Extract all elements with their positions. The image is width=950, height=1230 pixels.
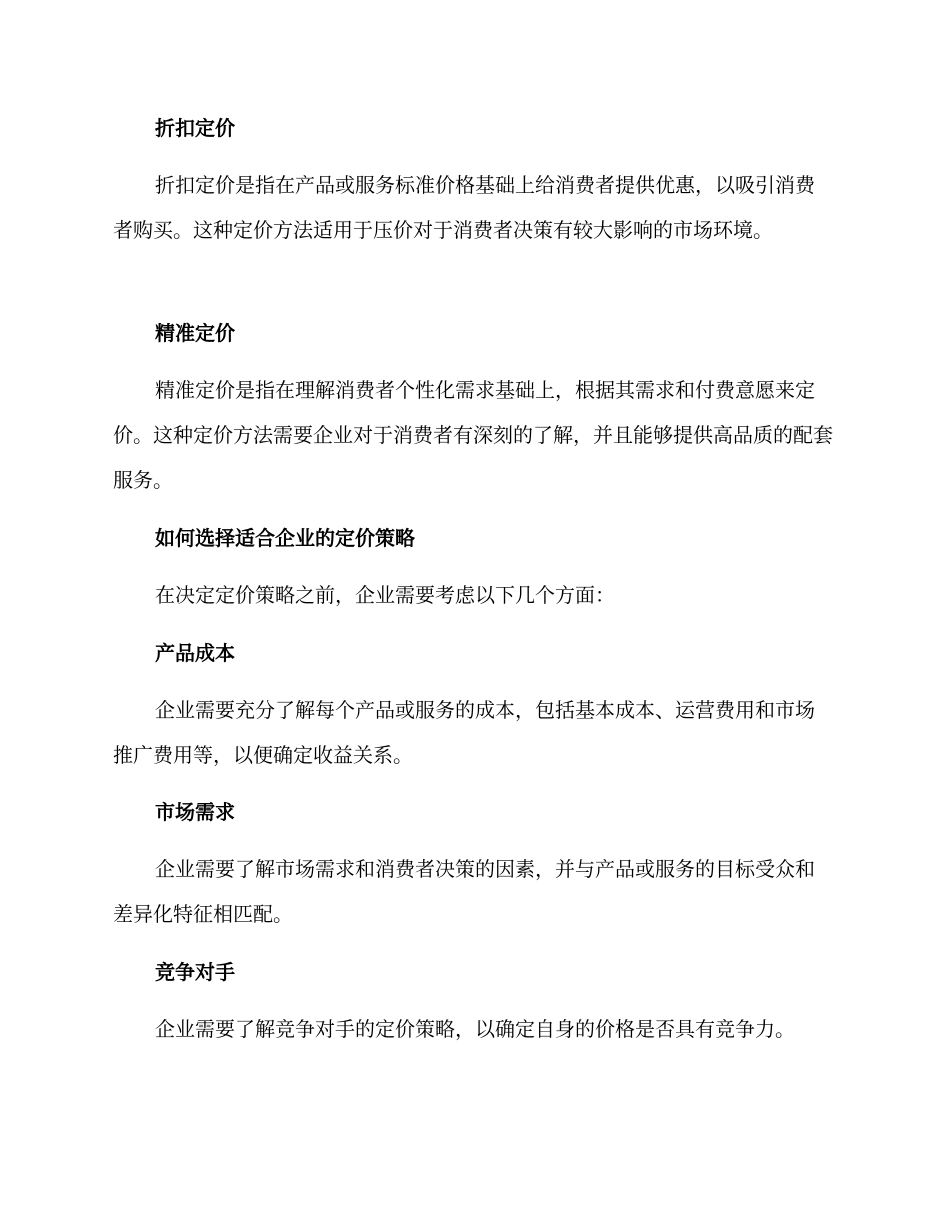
section-heading: 竞争对手 <box>155 960 235 984</box>
section-heading: 精准定价 <box>155 321 235 345</box>
section-paragraph: 企业需要了解市场需求和消费者决策的因素，并与产品或服务的目标受众和差异化特征相匹配。 <box>113 857 815 926</box>
section-paragraph: 折扣定价是指在产品或服务标准价格基础上给消费者提供优惠，以吸引消费者购买。这种定价方法适用于压价对于消费者决策有较大影响的市场环境。 <box>113 173 815 242</box>
section-paragraph: 企业需要充分了解每个产品或服务的成本，包括基本成本、运营费用和市场推广费用等，以便确定收益关系。 <box>113 698 815 767</box>
section-heading: 折扣定价 <box>155 116 235 140</box>
section-heading: 产品成本 <box>155 641 235 665</box>
section-heading: 如何选择适合企业的定价策略 <box>155 526 415 550</box>
section-heading: 市场需求 <box>155 800 235 824</box>
section-paragraph: 精准定价是指在理解消费者个性化需求基础上，根据其需求和付费意愿来定价。这种定价方法需要企业对于消费者有深刻的了解，并且能够提供高品质的配套服务。 <box>113 378 833 492</box>
section-paragraph: 在决定定价策略之前，企业需要考虑以下几个方面： <box>155 583 615 607</box>
section-paragraph: 企业需要了解竞争对手的定价策略，以确定自身的价格是否具有竞争力。 <box>155 1017 795 1041</box>
